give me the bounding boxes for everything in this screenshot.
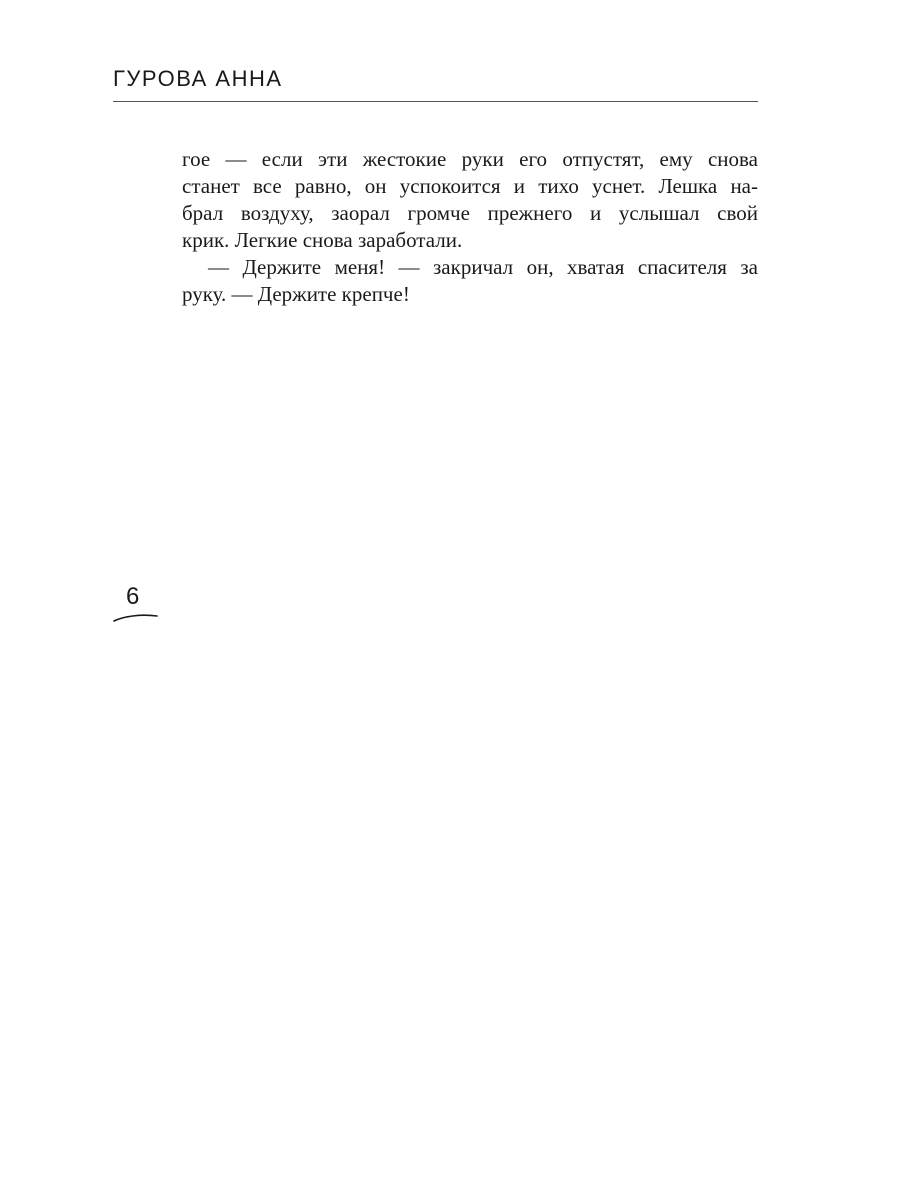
paragraph bbox=[182, 254, 758, 308]
text-line: гое — если эти жестокие руки его отпустят, ему снова bbox=[182, 147, 758, 171]
body-text bbox=[182, 146, 758, 308]
paragraph bbox=[182, 146, 758, 254]
header-rule bbox=[113, 101, 758, 102]
page-number-swash-ornament bbox=[113, 612, 159, 624]
text-line: руку. — Держите крепче! bbox=[182, 282, 410, 306]
running-head-title: ГУРОВА АННА bbox=[113, 66, 283, 91]
page-number: 6 bbox=[126, 583, 140, 610]
text-line: крик. Легкие снова заработали. bbox=[182, 228, 463, 252]
text-line: — Держите меня! — закричал он, хватая спасителя за bbox=[208, 255, 758, 279]
text-line: брал воздуху, заорал громче прежнего и услышал свой bbox=[182, 201, 758, 225]
text-line: станет все равно, он успокоится и тихо уснет. Лешка на- bbox=[182, 174, 758, 198]
